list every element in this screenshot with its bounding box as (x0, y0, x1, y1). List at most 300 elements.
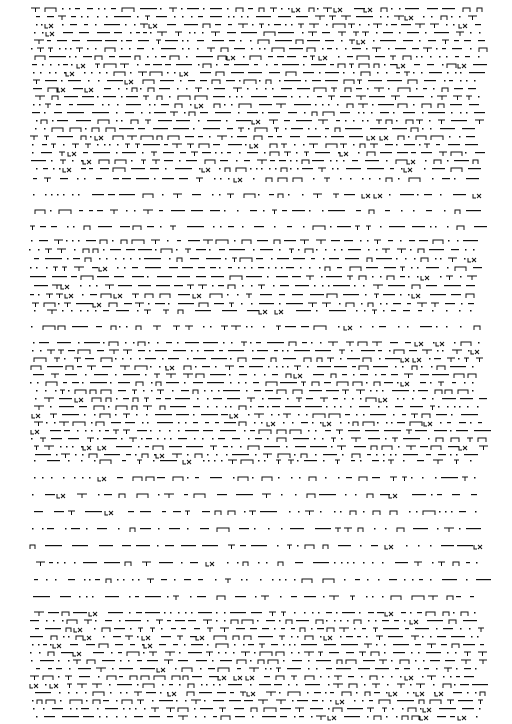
glyph-dash (114, 276, 124, 277)
glyph-tee (36, 562, 45, 566)
glyph-dot (477, 406, 479, 408)
glyph-dash (119, 668, 133, 669)
glyph-dash (266, 620, 275, 621)
glyph-dot (43, 708, 45, 710)
glyph-dash (247, 310, 259, 311)
glyph-dash (226, 80, 235, 81)
glyph-dash (227, 152, 231, 153)
glyph-dot (58, 64, 60, 66)
glyph-dot (137, 16, 139, 18)
glyph-tee (125, 144, 130, 148)
glyph-tee (374, 294, 379, 298)
glyph-dot (116, 120, 118, 122)
glyph-bracket (305, 676, 314, 680)
glyph-dot (459, 136, 461, 138)
glyph-tee (220, 628, 229, 632)
glyph-dash (35, 628, 39, 629)
glyph-dash (421, 152, 432, 153)
glyph-dot (203, 326, 205, 328)
glyph-dot (36, 390, 38, 392)
glyph-dash (33, 374, 44, 375)
glyph-dash (87, 40, 102, 41)
glyph-bracket (286, 374, 291, 378)
glyph-dash (194, 628, 200, 629)
glyph-dot (470, 422, 472, 424)
glyph-dot (334, 620, 336, 622)
glyph-dash (137, 660, 142, 661)
glyph-dot (125, 24, 127, 26)
glyph-dot (95, 310, 97, 312)
glyph-ex (401, 358, 409, 362)
glyph-dot (258, 194, 260, 196)
glyph-dot (472, 390, 474, 392)
glyph-dot (81, 16, 83, 18)
glyph-dash (478, 40, 485, 41)
glyph-dot (470, 310, 472, 312)
glyph-tee (47, 310, 57, 314)
glyph-dot (353, 72, 355, 74)
glyph-bracket (143, 80, 154, 84)
glyph-dash (375, 56, 385, 57)
glyph-dot (98, 676, 100, 678)
glyph-tee (448, 258, 457, 262)
glyph-dot (246, 390, 248, 392)
glyph-dash (303, 72, 314, 73)
glyph-dot (330, 700, 332, 702)
glyph-bracket (225, 168, 230, 172)
glyph-bracket (313, 414, 325, 418)
glyph-bracket (402, 716, 408, 720)
glyph-bracket (461, 612, 468, 616)
glyph-dash (155, 350, 167, 351)
glyph-dash (237, 668, 241, 669)
glyph-tee (291, 676, 297, 680)
glyph-dot (82, 477, 84, 479)
glyph-dot (213, 684, 215, 686)
glyph-dot (244, 511, 246, 513)
glyph-dot (86, 700, 88, 702)
glyph-bracket (133, 477, 142, 481)
glyph-dot (386, 24, 388, 26)
glyph-dash (296, 120, 312, 121)
glyph-dash (468, 168, 481, 169)
glyph-dash (97, 350, 104, 351)
glyph-dash (285, 326, 296, 327)
glyph-bracket (70, 128, 81, 132)
glyph-dash (221, 414, 228, 415)
glyph-dash (203, 128, 220, 129)
glyph-dash (370, 128, 387, 129)
glyph-dash (426, 285, 437, 286)
glyph-dot (283, 644, 285, 646)
glyph-dot (374, 528, 376, 530)
glyph-dash (143, 32, 147, 33)
glyph-dot (137, 684, 139, 686)
glyph-dash (256, 16, 271, 17)
glyph-dot (325, 249, 327, 251)
glyph-tee (467, 438, 473, 442)
glyph-dot (312, 612, 314, 614)
glyph-dot (81, 446, 83, 448)
glyph-bracket (435, 390, 442, 394)
glyph-dot (391, 422, 393, 424)
glyph-bracket (423, 511, 435, 515)
glyph-dot (326, 406, 328, 408)
glyph-dash (460, 398, 473, 399)
glyph-tee (276, 700, 286, 704)
glyph-dash (125, 112, 134, 113)
glyph-tee (173, 326, 180, 330)
glyph-dash (346, 477, 352, 478)
glyph-dash (424, 194, 432, 195)
glyph-dot (64, 358, 66, 360)
glyph-dash (90, 294, 97, 295)
glyph-tee (438, 120, 445, 124)
glyph-dot (252, 716, 254, 718)
glyph-dot (399, 8, 401, 10)
glyph-dot (94, 628, 96, 630)
glyph-bracket (278, 454, 290, 458)
glyph-dot (440, 422, 442, 424)
glyph-dot (410, 684, 412, 686)
glyph-dot (224, 620, 226, 622)
glyph-dash (373, 366, 388, 367)
glyph-dash (478, 422, 482, 423)
glyph-dot (417, 267, 419, 269)
glyph-bracket (127, 652, 139, 656)
glyph-bracket (398, 136, 404, 140)
glyph-dash (325, 40, 334, 41)
glyph-dash (317, 628, 324, 629)
glyph-dash (76, 303, 93, 304)
glyph-dash (126, 40, 132, 41)
glyph-tee (261, 596, 269, 600)
glyph-bracket (400, 660, 409, 664)
glyph-dot (272, 88, 274, 90)
glyph-bracket (381, 8, 387, 12)
glyph-dash (420, 446, 428, 447)
glyph-bracket (143, 684, 154, 688)
glyph-dash (463, 620, 477, 621)
glyph-bracket (403, 56, 411, 60)
glyph-dot (33, 342, 35, 344)
glyph-dash (218, 285, 224, 286)
glyph-dash (102, 660, 115, 661)
glyph-dot (129, 708, 131, 710)
glyph-bracket (455, 210, 460, 214)
glyph-dot (421, 72, 423, 74)
glyph-dash (480, 644, 484, 645)
glyph-bracket (368, 303, 373, 307)
glyph-dot (347, 620, 349, 622)
glyph-dash (114, 16, 131, 17)
glyph-bracket (434, 160, 441, 164)
glyph-dash (210, 477, 222, 478)
glyph-bracket (100, 460, 111, 464)
glyph-tee (372, 310, 377, 314)
glyph-dash (93, 152, 110, 153)
glyph-dash (81, 708, 89, 709)
glyph-dash (185, 342, 199, 343)
glyph-dash (198, 267, 205, 268)
glyph-tee (372, 342, 382, 346)
glyph-dot (456, 454, 458, 456)
glyph-dot (174, 16, 176, 18)
glyph-tee (231, 326, 241, 330)
glyph-dot (135, 708, 137, 710)
glyph-dot (115, 374, 117, 376)
glyph-dash (119, 194, 135, 195)
glyph-bracket (350, 511, 356, 515)
glyph-dot (169, 258, 171, 260)
glyph-dash (372, 477, 380, 478)
glyph-dot (84, 72, 86, 74)
glyph-dot (407, 692, 409, 694)
glyph-dash (43, 168, 48, 169)
glyph-dash (200, 528, 209, 529)
glyph-dot (121, 438, 123, 440)
glyph-tee (58, 350, 64, 354)
glyph-dot (148, 303, 150, 305)
glyph-bracket (187, 692, 194, 696)
glyph-tee (77, 684, 87, 688)
glyph-dash (450, 104, 462, 105)
glyph-dot (97, 16, 99, 18)
glyph-dot (231, 446, 233, 448)
glyph-dot (68, 660, 70, 662)
glyph-dot (117, 267, 119, 269)
glyph-dash (105, 620, 112, 621)
glyph-dot (36, 168, 38, 170)
glyph-dash (68, 579, 75, 580)
glyph-dash (244, 700, 253, 701)
glyph-dash (312, 80, 321, 81)
glyph-dash (328, 210, 345, 211)
glyph-tee (358, 104, 368, 108)
glyph-dash (202, 545, 218, 546)
glyph-dash (228, 350, 244, 351)
glyph-dot (366, 636, 368, 638)
glyph-dot (256, 168, 258, 170)
glyph-dash (395, 668, 399, 669)
glyph-dot (123, 258, 125, 260)
glyph-dot (207, 406, 209, 408)
glyph-dot (291, 477, 293, 479)
glyph-dot (273, 285, 275, 287)
glyph-dot (314, 438, 316, 440)
glyph-tee (357, 80, 362, 84)
glyph-dash (52, 708, 63, 709)
glyph-dot (382, 390, 384, 392)
glyph-dot (194, 32, 196, 34)
glyph-tee (269, 120, 278, 124)
glyph-tee (390, 56, 396, 60)
glyph-dash (379, 326, 386, 327)
glyph-dash (250, 210, 257, 211)
glyph-bracket (221, 48, 228, 52)
glyph-dash (426, 210, 432, 211)
glyph-tee (169, 8, 177, 12)
glyph-dot (322, 438, 324, 440)
glyph-dash (215, 24, 221, 25)
glyph-dot (386, 72, 388, 74)
glyph-dash (290, 528, 304, 529)
glyph-dash (93, 652, 104, 653)
glyph-dash (126, 104, 141, 105)
glyph-bracket (333, 708, 342, 712)
glyph-dot (278, 477, 280, 479)
glyph-bracket (173, 477, 183, 481)
glyph-bracket (307, 494, 315, 498)
glyph-dot (81, 460, 83, 462)
glyph-bracket (314, 88, 326, 92)
glyph-tee (295, 708, 304, 712)
glyph-dash (440, 128, 455, 129)
glyph-tee (147, 579, 154, 583)
glyph-bracket (477, 8, 482, 12)
glyph-tee (462, 477, 468, 481)
glyph-tee (249, 511, 256, 515)
glyph-bracket (154, 676, 165, 680)
glyph-ex (168, 692, 176, 696)
glyph-dash (198, 136, 203, 137)
glyph-dot (334, 249, 336, 251)
glyph-bracket (93, 692, 104, 696)
glyph-dash (247, 152, 258, 153)
glyph-dot (303, 226, 305, 228)
glyph-ex (46, 32, 54, 36)
glyph-tee (359, 652, 366, 656)
glyph-tee (262, 494, 271, 498)
glyph-bracket (396, 160, 407, 164)
glyph-bracket (101, 390, 111, 394)
glyph-dot (316, 310, 318, 312)
glyph-tee (269, 612, 276, 616)
glyph-bracket (327, 628, 334, 632)
glyph-dash (166, 382, 179, 383)
glyph-dash (145, 596, 161, 597)
glyph-dot (51, 477, 53, 479)
glyph-dot (375, 620, 377, 622)
glyph-tee (219, 708, 226, 712)
glyph-tee (51, 144, 56, 148)
glyph-dot (268, 24, 270, 26)
glyph-dash (159, 700, 173, 701)
glyph-tee (270, 8, 277, 12)
glyph-dot (89, 285, 91, 287)
glyph-dash (32, 112, 40, 113)
glyph-bracket (241, 460, 253, 464)
glyph-bracket (106, 398, 111, 402)
glyph-dot (320, 511, 322, 513)
glyph-dot (131, 160, 133, 162)
glyph-dot (262, 398, 264, 400)
glyph-bracket (37, 700, 42, 704)
glyph-dot (184, 644, 186, 646)
glyph-dot (390, 454, 392, 456)
glyph-bracket (70, 700, 82, 704)
glyph-dot (328, 684, 330, 686)
glyph-bracket (301, 454, 307, 458)
glyph-dot (285, 128, 287, 130)
glyph-tee (318, 652, 323, 656)
glyph-dot (239, 152, 241, 154)
glyph-tee (172, 144, 182, 148)
glyph-ex (193, 294, 201, 298)
glyph-bracket (344, 80, 354, 84)
glyph-bracket (479, 48, 487, 52)
glyph-dot (294, 716, 296, 718)
glyph-dot (130, 258, 132, 260)
glyph-dot (281, 528, 283, 530)
glyph-dot (238, 112, 240, 114)
glyph-bracket (141, 676, 149, 680)
glyph-dash (167, 24, 176, 25)
glyph-dot (116, 700, 118, 702)
glyph-tee (309, 144, 318, 148)
glyph-dash (414, 64, 420, 65)
glyph-dot (377, 422, 379, 424)
glyph-bracket (278, 194, 283, 198)
glyph-dot (185, 700, 187, 702)
glyph-dot (69, 56, 71, 58)
glyph-dot (251, 267, 253, 269)
glyph-dot (147, 422, 149, 424)
glyph-dash (97, 32, 110, 33)
glyph-dash (50, 430, 61, 431)
glyph-ex (340, 152, 348, 156)
glyph-dot (386, 303, 388, 305)
glyph-bracket (300, 628, 305, 632)
glyph-dot (45, 684, 47, 686)
glyph-dash (438, 454, 446, 455)
glyph-dash (367, 454, 371, 455)
glyph-dot (418, 668, 420, 670)
glyph-dot (307, 692, 309, 694)
glyph-tee (30, 136, 38, 140)
glyph-tee (135, 144, 140, 148)
glyph-tee (57, 249, 66, 253)
glyph-bracket (31, 366, 41, 370)
glyph-dash (450, 716, 455, 717)
glyph-tee (170, 226, 176, 230)
glyph-dot (61, 80, 63, 82)
glyph-dash (174, 285, 183, 286)
glyph-dash (86, 644, 95, 645)
glyph-bracket (302, 160, 309, 164)
glyph-dash (97, 528, 107, 529)
glyph-dot (224, 210, 226, 212)
glyph-dot (215, 579, 217, 581)
glyph-bracket (138, 342, 145, 346)
glyph-dot (291, 652, 293, 654)
glyph-tee (120, 366, 130, 370)
glyph-dot (57, 194, 59, 196)
glyph-dot (167, 72, 169, 74)
glyph-ex (421, 276, 429, 280)
glyph-dot (50, 210, 52, 212)
glyph-dash (314, 692, 321, 693)
glyph-dot (376, 644, 378, 646)
glyph-tee (427, 676, 436, 680)
glyph-dash (108, 194, 115, 195)
glyph-tee (331, 438, 336, 442)
glyph-bracket (347, 104, 353, 108)
glyph-dot (418, 652, 420, 654)
glyph-bracket (398, 104, 407, 108)
glyph-dash (336, 668, 351, 669)
glyph-dot (347, 562, 349, 564)
